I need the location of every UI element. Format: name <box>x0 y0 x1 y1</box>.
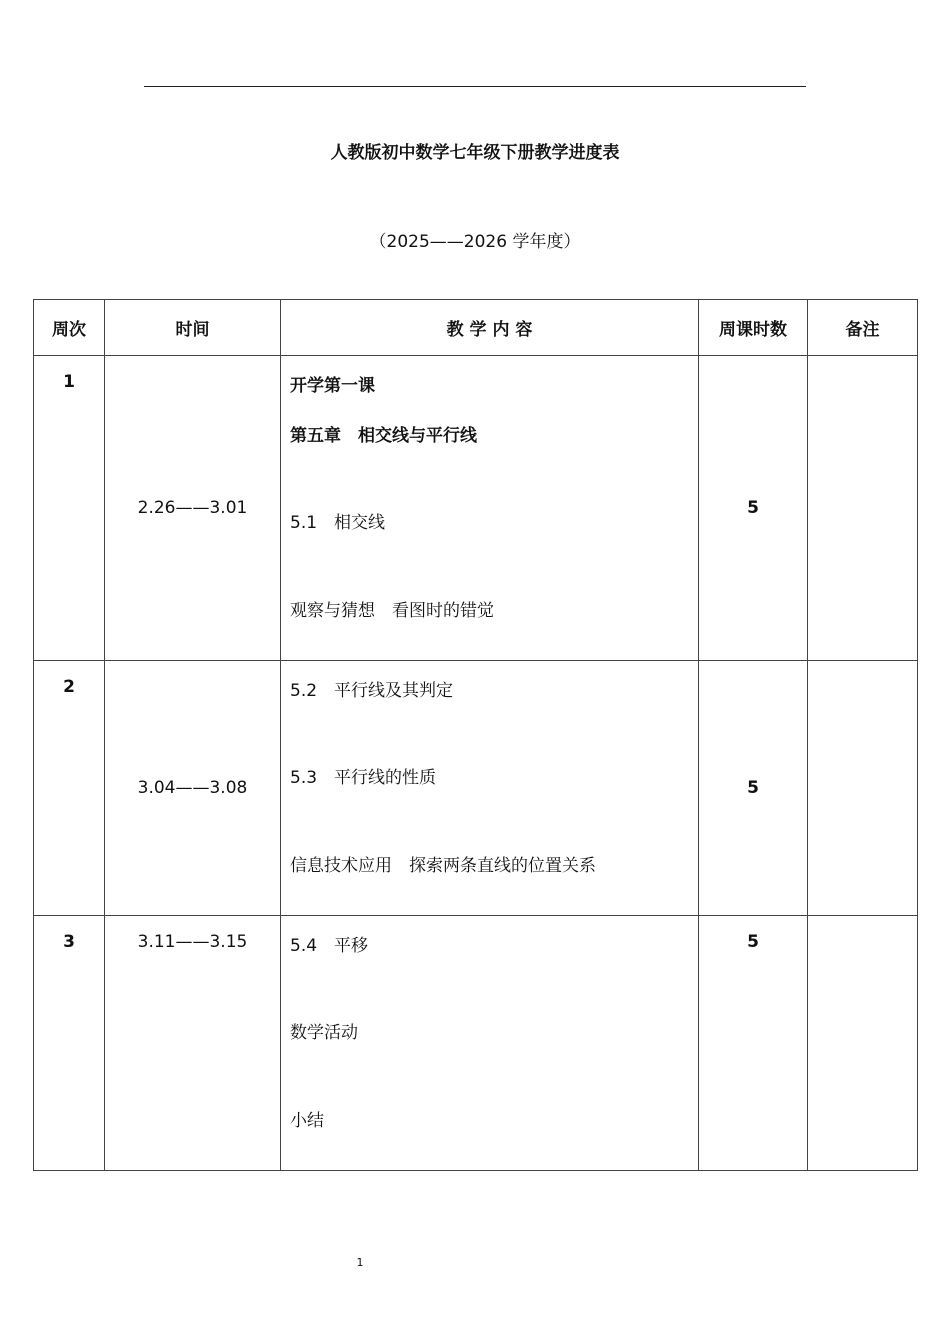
time-cell <box>105 916 281 1171</box>
hours-value: 5 <box>747 932 759 952</box>
page-number: 1 <box>356 1256 364 1269</box>
content-cell <box>281 916 699 1171</box>
time-cell: 2.26——3.01 <box>105 356 281 661</box>
header-rule <box>144 86 806 87</box>
content-cell <box>281 661 699 916</box>
content-line: 观察与猜想 看图时的错觉 <box>290 601 494 621</box>
table-row <box>34 356 918 661</box>
header-week: 周次 <box>34 300 105 356</box>
week-cell <box>34 661 105 916</box>
week-number: 2 <box>63 677 75 697</box>
header-content: 教 学 内 容 <box>281 300 699 356</box>
content-line: 数学活动 <box>290 1023 358 1043</box>
time-range: 3.11——3.15 <box>137 932 248 952</box>
header-hours: 周课时数 <box>699 300 808 356</box>
table-row <box>34 916 918 1171</box>
document-subtitle: （2025——2026 学年度） <box>369 232 581 252</box>
content-cell <box>281 356 699 661</box>
content-line: 小结 <box>290 1111 324 1131</box>
content-line: 5.3 平行线的性质 <box>290 768 437 788</box>
week-cell <box>34 916 105 1171</box>
week-number: 3 <box>63 932 75 952</box>
schedule-table <box>33 299 918 1171</box>
table-header-row <box>34 300 918 356</box>
notes-cell <box>808 356 918 661</box>
header-notes: 备注 <box>808 300 918 356</box>
content-line: 信息技术应用 探索两条直线的位置关系 <box>290 856 596 876</box>
hours-cell: 5 <box>699 356 808 661</box>
header-time: 时间 <box>105 300 281 356</box>
week-number: 1 <box>63 372 75 392</box>
table-row <box>34 661 918 916</box>
notes-cell <box>808 661 918 916</box>
hours-cell <box>699 916 808 1171</box>
time-cell: 3.04——3.08 <box>105 661 281 916</box>
content-line: 5.2 平行线及其判定 <box>290 681 454 701</box>
week-cell <box>34 356 105 661</box>
document-title: 人教版初中数学七年级下册教学进度表 <box>330 143 620 163</box>
content-line: 5.1 相交线 <box>290 513 386 533</box>
content-line: 5.4 平移 <box>290 936 369 956</box>
content-line: 开学第一课 <box>290 376 375 396</box>
notes-cell <box>808 916 918 1171</box>
chapter-heading: 第五章 相交线与平行线 <box>290 426 477 446</box>
hours-cell: 5 <box>699 661 808 916</box>
